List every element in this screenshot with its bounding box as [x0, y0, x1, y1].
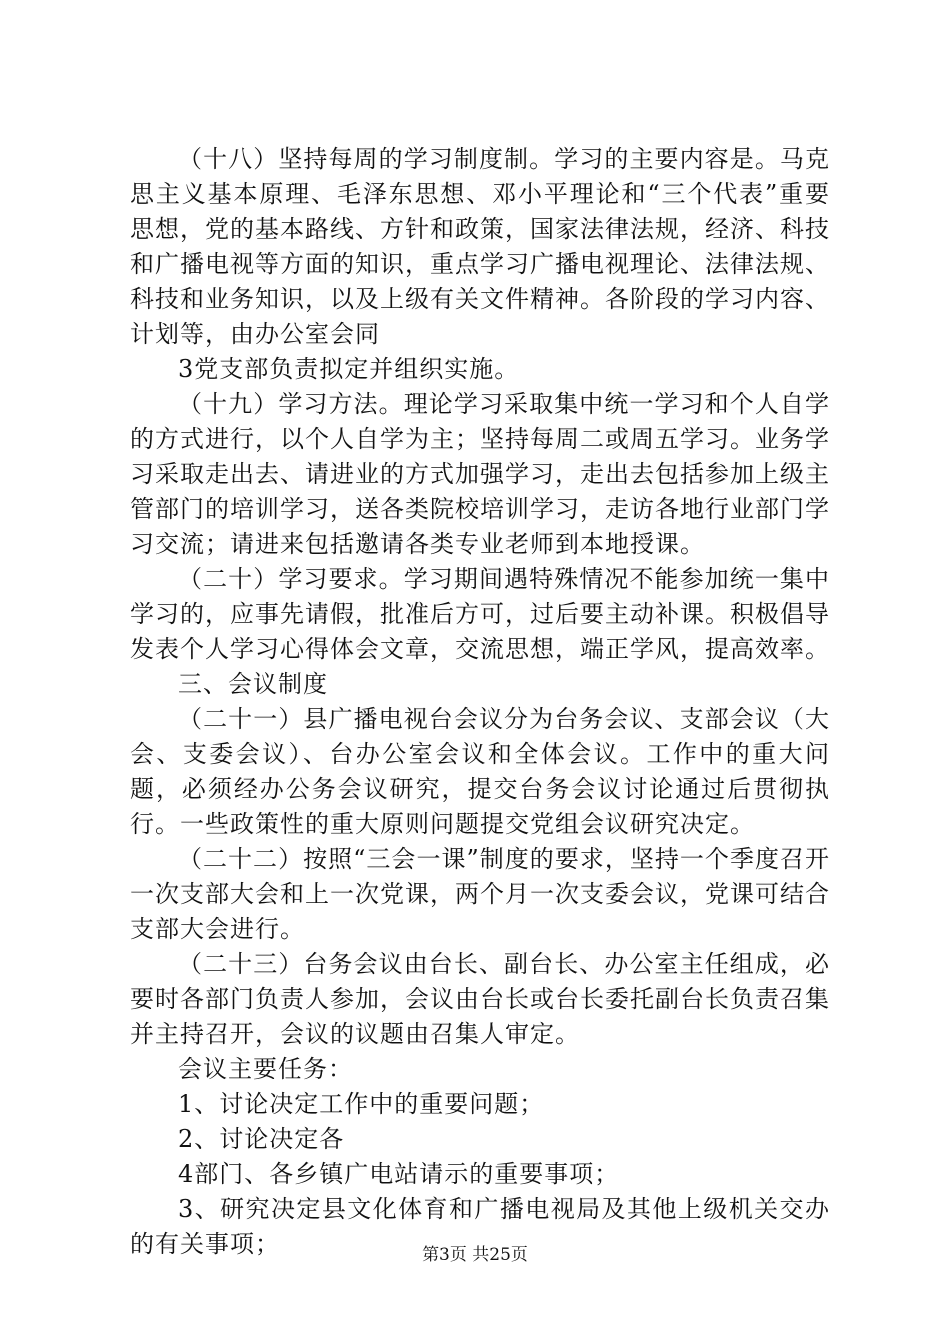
list-item-3: 3、研究决定县文化体育和广播电视局及其他上级机关交办的有关事项； [130, 1195, 830, 1258]
document-body [130, 142, 830, 1262]
meeting-tasks-heading: 会议主要任务： [178, 1055, 353, 1083]
list-item-1: 1、讨论决定工作中的重要问题； [178, 1090, 545, 1118]
paragraph-18: （十八）坚持每周的学习制度制。学习的主要内容是。马克思主义基本原理、毛泽东思想、邓小平理论和“三个代表”重要思想，党的基本路线、方针和政策，国家法律法规，经济、科技和广播电视等方面的知识，重点学习广播电视理论、法律法规、科技和业务知识，以及上级有关文件精神。各阶段的学习内容、计划等，由办公室会同 [130, 145, 830, 348]
paragraph-18-continued: 3党支部负责拟定并组织实施。 [178, 355, 520, 383]
paragraph-23: （二十三）台务会议由台长、副台长、办公室主任组成，必要时各部门负责人参加，会议由台长或台长委托副台长负责召集并主持召开，会议的议题由召集人审定。 [130, 950, 830, 1048]
paragraph-19: （十九）学习方法。理论学习采取集中统一学习和个人自学的方式进行，以个人自学为主；坚持每周二或周五学习。业务学习采取走出去、请进业的方式加强学习，走出去包括参加上级主管部门的培训学习，送各类院校培训学习，走访各地行业部门学习交流；请进来包括邀请各类专业老师到本地授课。 [130, 390, 830, 558]
list-item-2: 2、讨论决定各 [178, 1125, 345, 1153]
paragraph-22: （二十二）按照“三会一课”制度的要求，坚持一个季度召开一次支部大会和上一次党课，两个月一次支委会议，党课可结合支部大会进行。 [130, 845, 830, 943]
page-footer: 第3页 共25页 [422, 1245, 528, 1265]
section-heading-meeting-system: 三、会议制度 [178, 670, 328, 698]
paragraph-20: （二十）学习要求。学习期间遇特殊情况不能参加统一集中学习的，应事先请假，批准后方可，过后要主动补课。积极倡导发表个人学习心得体会文章，交流思想，端正学风，提高效率。 [130, 565, 830, 663]
list-item-2-continued: 4部门、各乡镇广电站请示的重要事项； [178, 1160, 620, 1188]
paragraph-21: （二十一）县广播电视台会议分为台务会议、支部会议（大会、支委会议）、台办公室会议和全体会议。工作中的重大问题，必须经办公务会议研究，提交台务会议讨论通过后贯彻执行。一些政策性的重大原则问题提交党组会议研究决定。 [130, 705, 830, 838]
